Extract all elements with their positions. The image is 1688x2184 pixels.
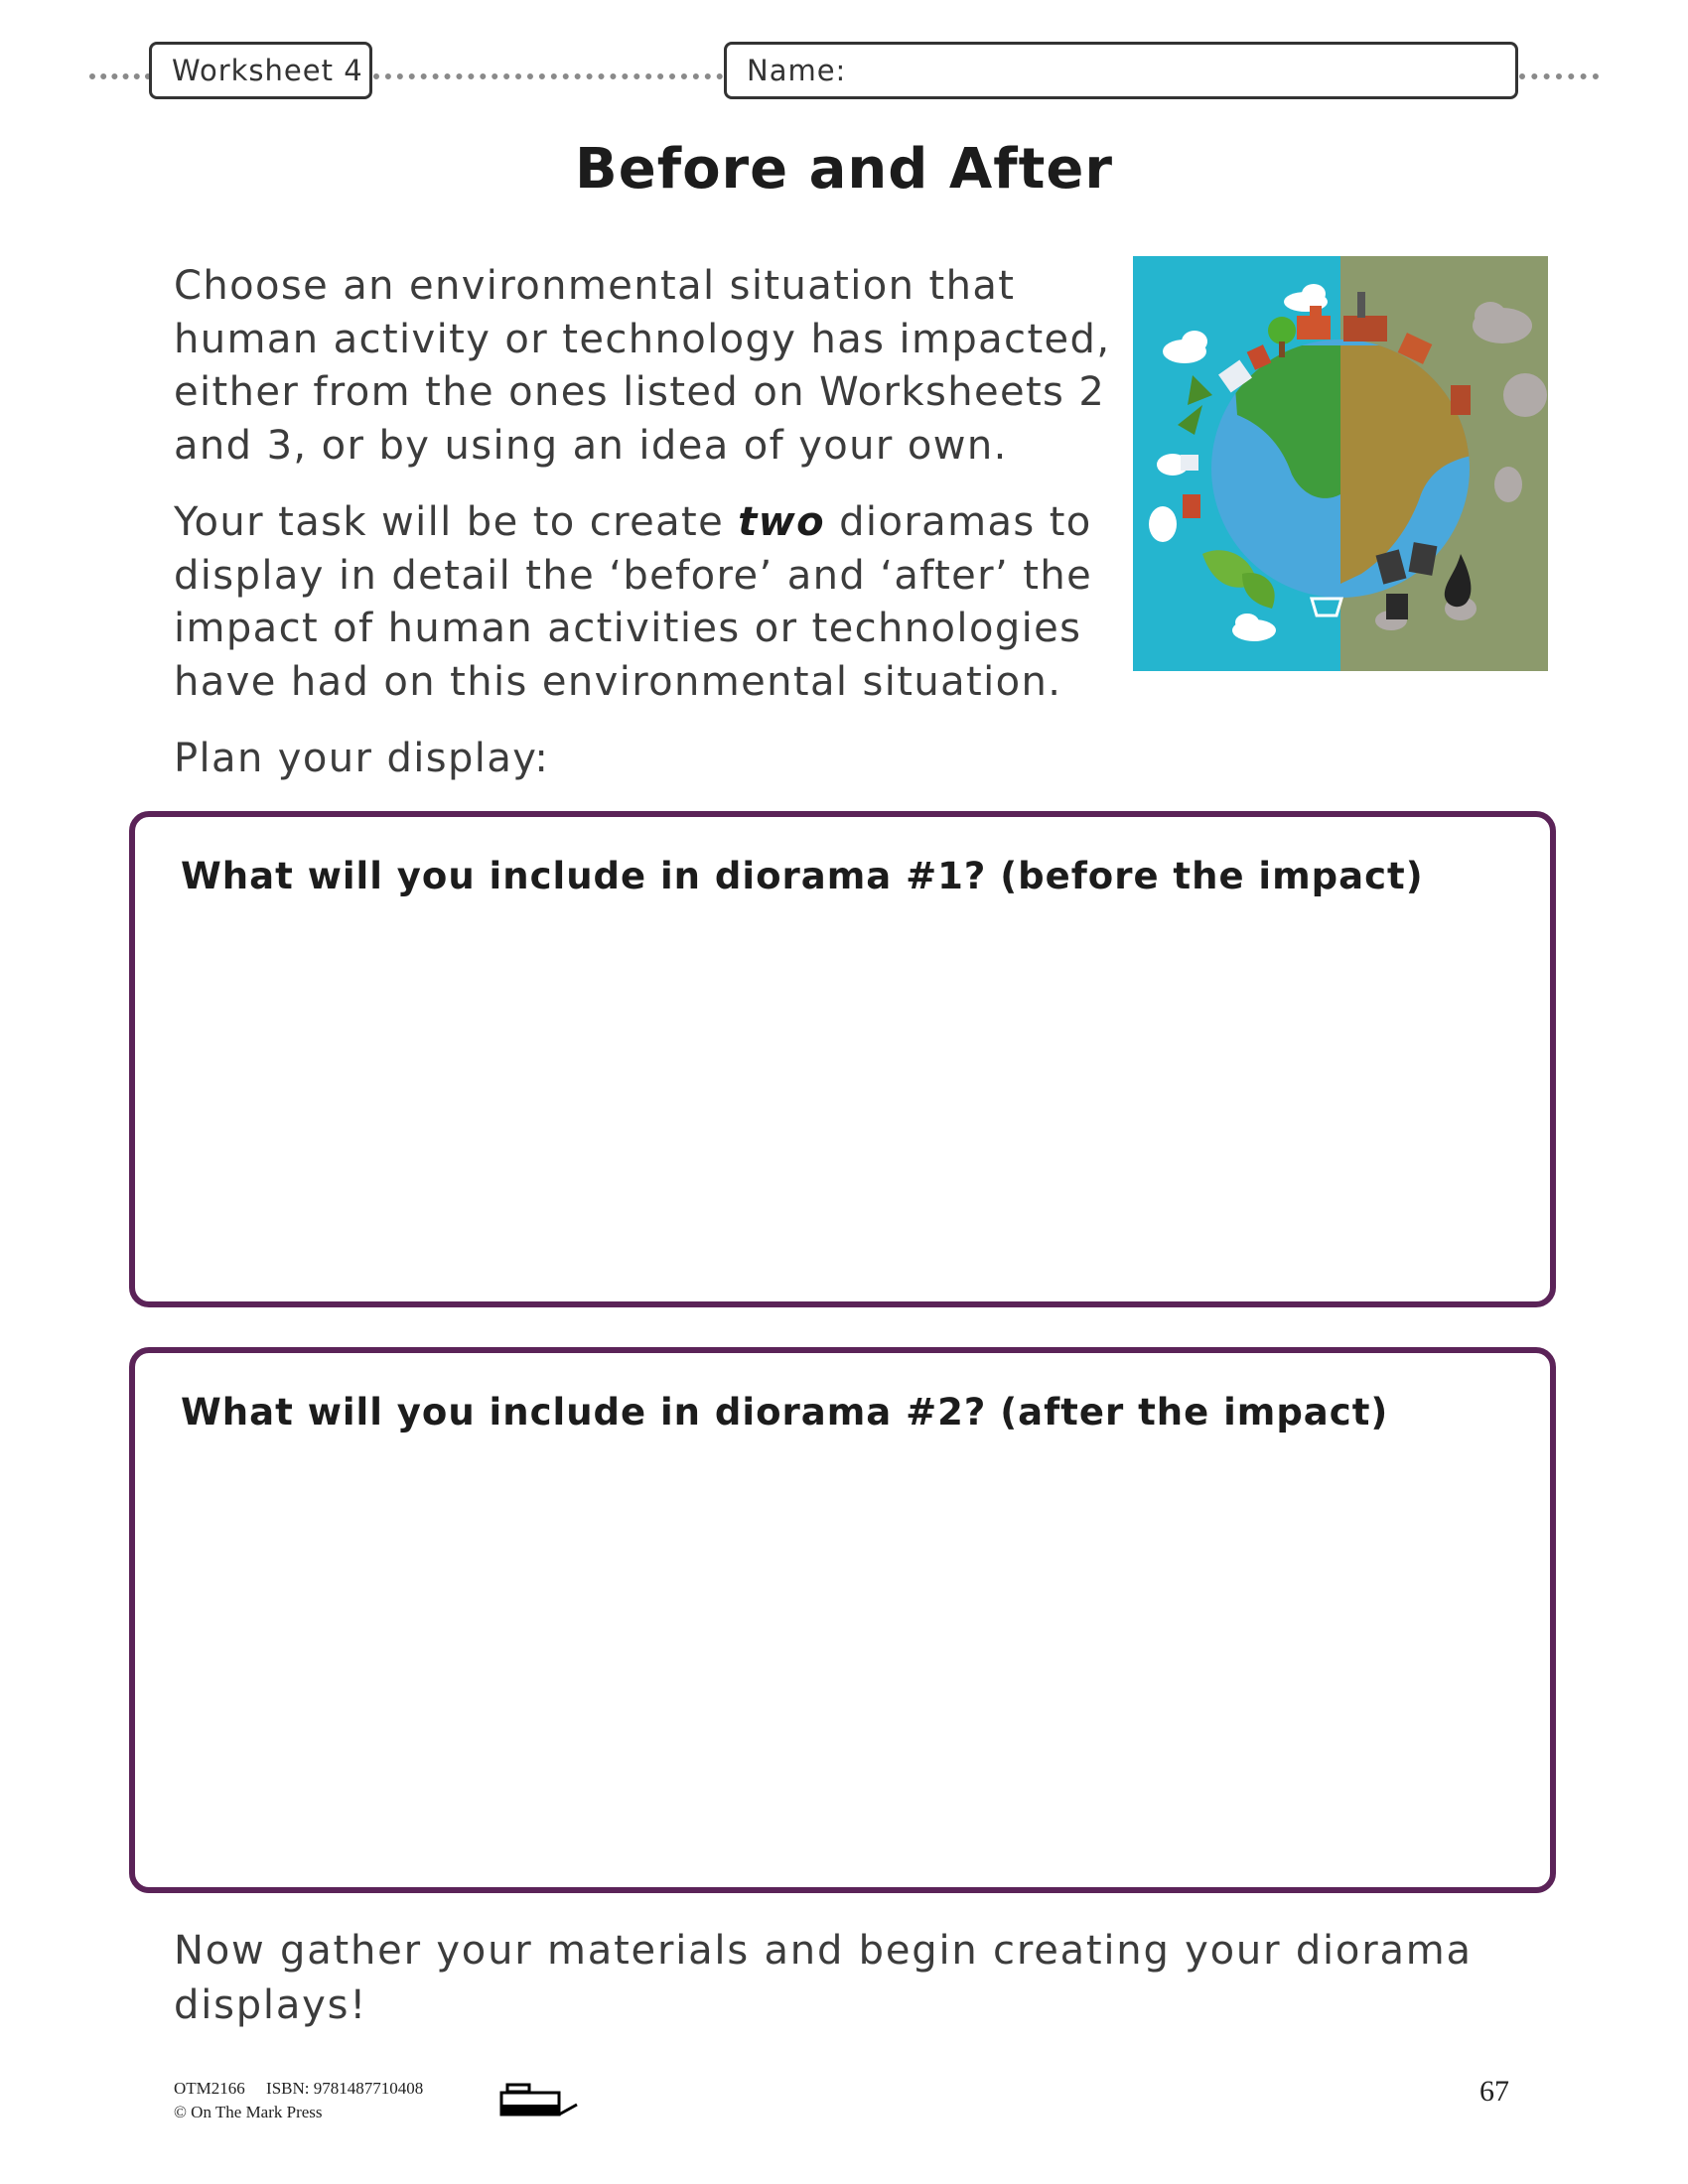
intro-paragraph-2-start: Your task will be to create bbox=[174, 499, 739, 545]
intro-paragraph-1: Choose an environmental situation that human activity or technology has impacted, either from the ones listed on Worksheets 2 and 3, or by using an idea of your own. bbox=[174, 263, 1111, 469]
intro-paragraph-2 bbox=[174, 496, 1127, 709]
diorama-1-question: What will you include in diorama #1? (before the impact) bbox=[181, 855, 1424, 897]
footer-code-line: OTM2166 ISBN: 9781487710408 bbox=[174, 2079, 424, 2098]
name-label: Name: bbox=[747, 54, 847, 87]
footer-copyright: © On The Mark Press bbox=[174, 2103, 323, 2121]
footer-credits bbox=[174, 2077, 423, 2124]
header-dotted-line-left bbox=[89, 73, 151, 79]
earth-before-after-illustration bbox=[1133, 256, 1548, 671]
header-dotted-line-right bbox=[1519, 73, 1599, 79]
header-dotted-line-middle bbox=[373, 73, 723, 79]
reproducible-printer-icon bbox=[499, 2081, 579, 2120]
name-field[interactable] bbox=[724, 42, 1518, 99]
intro-paragraph-2-emphasis: two bbox=[738, 499, 826, 545]
worksheet-label-box bbox=[149, 42, 372, 99]
plan-prompt: Plan your display: bbox=[174, 736, 550, 781]
page-number: 67 bbox=[1479, 2075, 1509, 2108]
page-title: Before and After bbox=[575, 137, 1113, 202]
diorama-1-box[interactable] bbox=[129, 811, 1556, 1307]
diorama-2-question: What will you include in diorama #2? (after the impact) bbox=[181, 1391, 1389, 1433]
intro-paragraph-2-end: dioramas to display in detail the ‘before’ and ‘after’ the impact of human activities or technologies have had on this environmental situation. bbox=[174, 499, 1093, 705]
closing-instruction: Now gather your materials and begin creating your diorama displays! bbox=[174, 1928, 1473, 2028]
worksheet-label: Worksheet 4 bbox=[172, 54, 363, 87]
diorama-2-box[interactable] bbox=[129, 1347, 1556, 1893]
